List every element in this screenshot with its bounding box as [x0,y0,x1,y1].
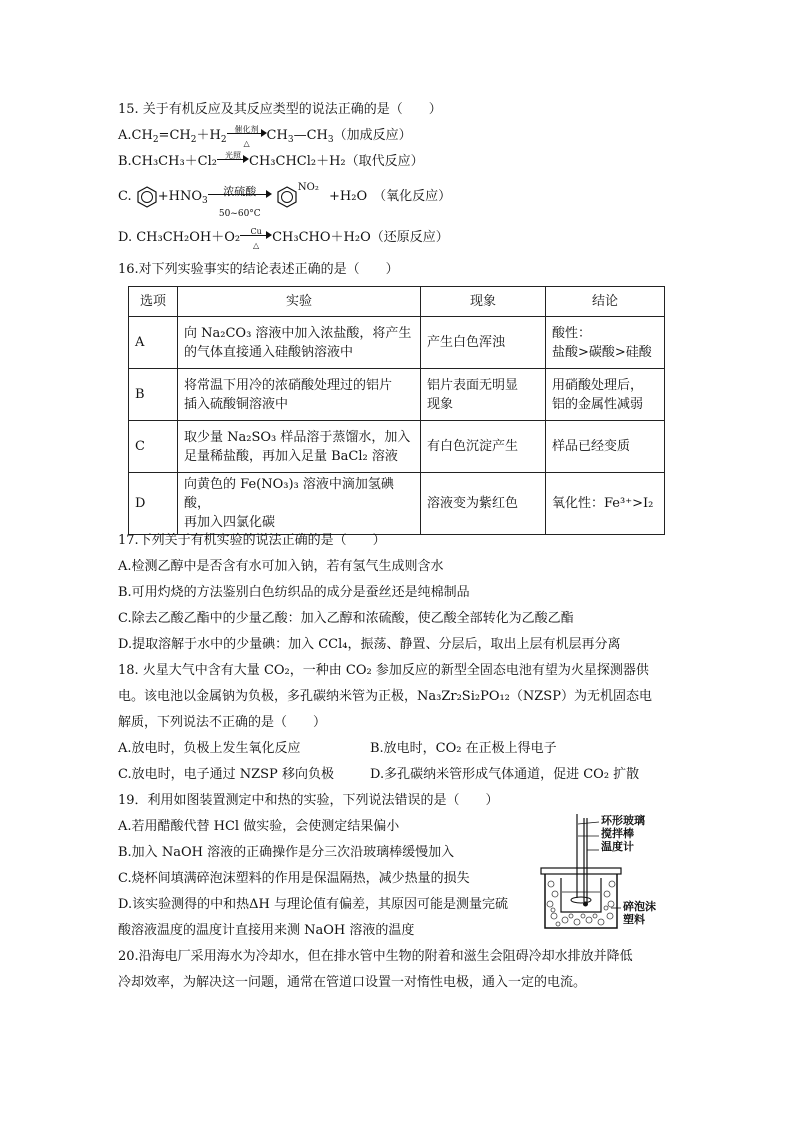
light-arrow: 光照 [217,152,249,166]
cell-option: C [129,421,178,473]
sulfuric-acid-arrow: 浓硫酸 50~60°C [208,187,272,201]
header-experiment: 实验 [178,287,421,317]
q20-stem-line2: 冷却效率，为解决这一问题，通常在管道口设置一对惰性电极，通入一定的电流。 [118,975,587,990]
header-conclusion: 结论 [546,287,665,317]
q19-option-d-line2: 酸溶液温度的温度计直接用来测 NaOH 溶液的温度 [118,923,415,938]
q17-option-b: B.可用灼烧的方法鉴别白色纺织品的成分是蚕丝还是纯棉制品 [118,585,470,600]
catalyst-arrow: 催化剂 △ [227,126,267,140]
q17-option-d: D.提取溶解于水中的少量碘：加入 CCl₄，振荡、静置、分层后，取出上层有机层再分离 [118,637,621,652]
q17-option-c: C.除去乙酸乙酯中的少量乙酸：加入乙醇和浓硫酸，使乙酸全部转化为乙酸乙酯 [118,611,574,626]
header-option: 选项 [129,287,178,317]
cell-phenomenon: 有白色沉淀产生 [421,421,546,473]
q18-option-d: D.多孔碳纳米管形成气体通道，促进 CO₂ 扩散 [370,767,640,782]
q19-option-b: B.加入 NaOH 溶液的正确操作是分三次沿玻璃棒缓慢加入 [118,845,455,860]
benzene-icon [136,185,158,209]
q18-option-c: C.放电时，电子通过 NZSP 移向负极 [118,767,334,782]
q19-option-c: C.烧杯间填满碎泡沫塑料的作用是保温隔热，减少热量的损失 [118,871,470,886]
q15-option-c: C. $+HNO_3$ 浓硫酸 50~60°C $^{NO_2}$ +H₂O （氧化反应） [118,182,452,219]
q19-stem: 19．利用如图装置测定中和热的实验，下列说法错误的是（ ） [118,793,499,808]
q18-stem-line1: 18. 火星大气中含有大量 CO₂，一种由 CO₂ 参加反应的新型全固态电池有望为火星探测器供 [118,663,649,678]
q18-stem-line3: 解质，下列说法不正确的是（ ） [118,715,327,730]
q18-option-a: A.放电时，负极上发生氧化反应 [118,741,301,756]
cu-arrow: Cu △ [240,228,272,242]
cell-phenomenon: 溶液变为紫红色 [421,473,546,535]
cell-experiment: 向黄色的 Fe(NO₃)₃ 溶液中滴加氢碘酸， 再加入四氯化碳 [178,473,421,535]
table-row [129,369,665,421]
table-header-row [129,287,665,317]
cell-option: A [129,317,178,369]
q15-option-a: $A.CH_2=CH_2+H_2$ 催化剂 △ $CH_3—CH_3$（加成反应） [118,125,412,148]
cell-conclusion: 酸性： 盐酸>碳酸>硅酸 [546,317,665,369]
q18-option-b: B.放电时，CO₂ 在正极上得电子 [370,741,557,756]
cell-option: D [129,473,178,535]
q16-stem: 16.对下列实验事实的结论表述正确的是（ ） [118,262,399,277]
calorimeter-figure [535,812,665,937]
cell-conclusion: 氧化性：Fe³⁺>I₂ [546,473,665,535]
experiment-table [128,286,665,535]
cell-phenomenon: 铝片表面无明显 现象 [421,369,546,421]
q17-stem: 17.下列关于有机实验的说法正确的是（ ） [118,533,386,548]
cell-experiment: 将常温下用冷的浓硝酸处理过的铝片 插入硫酸铜溶液中 [178,369,421,421]
label-foam: 碎泡沫 塑料 [623,900,656,926]
nitrobenzene-icon [276,185,298,209]
table-row [129,473,665,535]
q18-stem-line2: 电。该电池以金属钠为负极，多孔碳纳米管为正极，Na₃Zr₂Si₂PO₁₂（NZSP）为无机固态电 [118,689,652,704]
label-stirrer: 环形玻璃 搅拌棒 温度计 [601,814,645,853]
q15-option-b: B.CH₃CH₃＋Cl₂ 光照 CH₃CHCl₂＋H₂（取代反应） [118,151,424,169]
cell-conclusion: 样品已经变质 [546,421,665,473]
cell-experiment: 向 Na₂CO₃ 溶液中加入浓盐酸，将产生 的气体直接通入硅酸钠溶液中 [178,317,421,369]
q17-option-a: A.检测乙醇中是否含有水可加入钠，若有氢气生成则含水 [118,559,444,574]
q15-stem: 15. 关于有机反应及其反应类型的说法正确的是（ ） [118,102,442,117]
q19-option-d-line1: D.该实验测得的中和热ΔH 与理论值有偏差，其原因可能是测量完硫 [118,897,508,912]
table-row [129,317,665,369]
cell-option: B [129,369,178,421]
q20-stem-line1: 20.沿海电厂采用海水为冷却水，但在排水管中生物的附着和滋生会阻碍冷却水排放并降低 [118,949,633,964]
cell-experiment: 取少量 Na₂SO₃ 样品溶于蒸馏水，加入 足量稀盐酸，再加入足量 BaCl₂ 溶液 [178,421,421,473]
cell-phenomenon: 产生白色浑浊 [421,317,546,369]
header-phenomenon: 现象 [421,287,546,317]
q15-option-d: D. CH₃CH₂OH＋O₂ Cu △ CH₃CHO＋H₂O（还原反应） [118,227,449,250]
cell-conclusion: 用硝酸处理后， 铝的金属性减弱 [546,369,665,421]
q19-option-a: A.若用醋酸代替 HCl 做实验，会使测定结果偏小 [118,819,400,834]
table-row [129,421,665,473]
